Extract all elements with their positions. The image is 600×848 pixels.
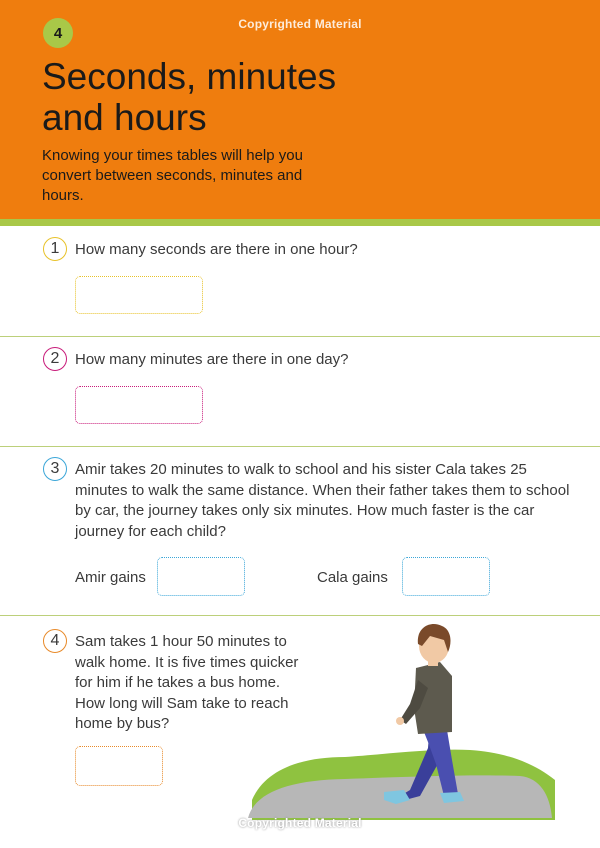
question-1-number: 1	[43, 237, 67, 261]
question-2-number: 2	[43, 347, 67, 371]
title-line-1: Seconds, minutes	[42, 56, 337, 97]
question-2-text: How many minutes are there in one day?	[75, 351, 349, 368]
watermark-bottom: Copyrighted Material	[238, 816, 362, 830]
title-line-2: and hours	[42, 97, 207, 138]
question-4-text: Sam takes 1 hour 50 minutes to walk home. It is five times quicker for him if he takes a bus home. How long will Sam take to reach home by bus?	[75, 633, 299, 732]
amir-gains-label: Amir gains	[75, 569, 146, 586]
question-1-text: How many seconds are there in one hour?	[75, 241, 358, 258]
watermark-top: Copyrighted Material	[238, 17, 362, 31]
page-number-badge: 4	[43, 18, 73, 48]
cala-gains-label: Cala gains	[317, 569, 388, 586]
hand	[396, 717, 404, 725]
intro-text: Knowing your times tables will help you convert between seconds, minutes and hours.	[42, 147, 303, 204]
question-3-text: Amir takes 20 minutes to walk to school and his sister Cala takes 25 minutes to walk the same distance. When their father takes them to school by car, the journey takes only six minutes. How much faster is the car journey for each child?	[75, 461, 570, 540]
question-4-number: 4	[43, 629, 67, 653]
front-shoe	[440, 792, 464, 803]
question-3-number: 3	[43, 457, 67, 481]
